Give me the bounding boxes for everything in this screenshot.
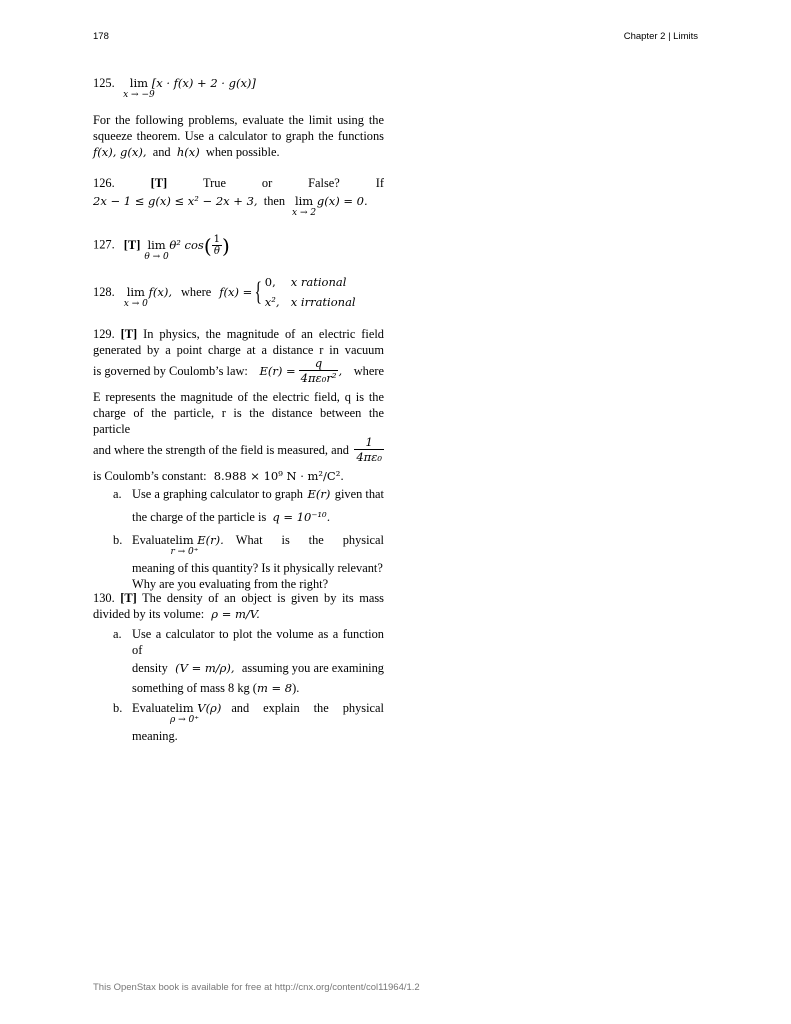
problem-text: charge of the particle, r is the distance between the particle [93,406,384,436]
problem-text: In physics, the magnitude of an electric field [143,327,384,341]
problem-text: Use a calculator to plot the volume as a function of [132,627,384,657]
piecewise-lhs: f(x) = [219,285,253,299]
problem-number: 126. [93,176,115,190]
problem-text: and where the strength of the field is measured, and [93,442,349,457]
limit-expression: V(ρ) [197,701,222,715]
case-condition: x rational [290,275,347,289]
limit-expression: E(r). [197,533,224,547]
chapter-title: Chapter 2 | Limits [623,31,698,42]
problem-text: The density of an object is given by its mass [142,591,384,605]
problem-text: given that [334,487,384,501]
case-value: x², [264,295,280,309]
problem-word: If [375,176,384,190]
limit-operator: lim [129,76,149,90]
limit-subscript: ρ → 0⁺ [169,715,199,725]
fraction-denominator: 4πε₀ [356,450,382,464]
problem-number: 128. [93,285,115,299]
problem-text: divided by its volume: [93,607,205,621]
limit-operator: lim [126,285,145,299]
part-a [93,486,384,525]
problem-text: meaning. [132,729,178,743]
page-number: 178 [93,31,109,42]
problem-text: What is the physical [235,533,384,547]
instructions [93,112,384,160]
fraction-denominator: θ [213,246,220,257]
problem-word: True [203,176,226,190]
problem-text: Use a graphing calculator to graph [132,487,303,501]
problem-text: Why are you evaluating from the right? [132,577,329,591]
fraction-denominator: 4πε₀r² [300,371,337,385]
function-e: E(r) [307,487,331,501]
part-b [93,532,384,592]
problem-text: E represents the magnitude of the electric field, q is the [93,390,384,404]
problem-word: Evaluate [132,533,176,547]
piecewise-brace: { [254,277,263,306]
footer-attribution: This OpenStax book is available for free at http://cnx.org/content/col11964/1.2 [93,982,420,993]
part-a [93,626,384,696]
problem-126 [93,175,384,218]
technology-tag: [T] [120,591,137,605]
problem-word: or [261,176,273,190]
limit-expression: g(x) = 0. [316,194,368,208]
limit-expression: θ² cos [169,237,204,252]
problem-word: Evaluate [132,701,176,715]
piecewise-cases [265,272,356,312]
volume-formula: (V = m/ρ), [175,661,235,675]
problem-number: 125. [93,76,115,90]
limit-subscript: r → 0⁺ [170,547,199,557]
part-b [93,700,384,744]
instructions-word: and [152,145,171,159]
limit-operator: lim [175,533,194,547]
limit-operator: lim [147,237,166,252]
inequality: 2x − 1 ≤ g(x) ≤ x² − 2x + 3, [93,194,258,208]
function-list: f(x), g(x), [93,145,147,159]
problem-text: meaning of this quantity? Is it physically relevant? [132,561,383,575]
problem-text: the charge of the particle is [132,510,267,524]
instructions-word: when possible. [205,145,280,159]
problem-text: is Coulomb’s constant: [93,469,207,483]
fraction-numerator: 1 [213,234,221,245]
density-formula: ρ = m/V. [211,607,260,621]
problem-text: generated by a point charge at a distance r in vacuum [93,343,384,357]
limit-subscript: x → 0 [123,299,148,309]
part-label: a. [113,627,122,641]
technology-tag: [T] [150,176,168,190]
limit-subscript: x → 2 [292,208,317,218]
problem-text: assuming you are examining [241,661,384,675]
coulomb-constant: 8.988 × 10⁹ N · m²/C². [213,469,344,483]
part-label: b. [113,533,123,547]
problem-word: then [263,194,286,208]
problem-word: where [353,363,384,378]
instructions-line: For the following problems, evaluate the limit using the [93,113,384,127]
limit-operator: lim [175,701,194,715]
problem-127: 127. [T] lim θ → 0 θ² cos( $\frac{1}{\theta}$ ) [93,234,384,257]
problem-word: False? [308,176,340,190]
problem-text: and explain the physical [231,701,384,715]
technology-tag: [T] [123,237,141,252]
charge-value: q = 10⁻¹⁰. [272,510,331,524]
coulomb-law-lhs: E(r) = [259,363,296,378]
part-label: a. [113,487,122,501]
problem-text: something of mass 8 kg ( [132,681,257,695]
technology-tag: [T] [120,327,138,341]
part-label: b. [113,701,123,715]
problem-word: where [180,285,212,299]
fraction-numerator: q [299,356,339,371]
problem-129: 129. [T] In physics, the magnitude of an electric field generated by a point charge at a distance r in vacuum is governed by Coulomb’s law: E(r) = $\frac{q}{\text{4πε₀r²}}$ , where E represents the magnitude of the electric field, q is the charge of the particle, r is the distance between the particle and where the strength of the field is measured, and $\frac{1}{\text{4πε₀}}$ is Coulomb’s constant: 8.988 × 10⁹ N · m²/C². a. Use a graphing calculator to graph E(r) given that the charge of the particle is q = 10⁻¹⁰. b. Evaluate lim r → 0⁺ E(r). What is the physical meaning of this quantity? Is it physically relevant? Why are you evaluating from the right? [93,327,384,591]
problem-125 [93,75,384,100]
problem-128 [93,272,384,312]
limit-expression: [x · f(x) + 2 · g(x)] [151,76,256,90]
problem-word: density [132,661,168,675]
problem-number: 130. [93,591,115,605]
limit-subscript: x → −9 [123,90,155,100]
problem-number: 129. [93,327,115,341]
limit-expression: f(x), [148,285,172,299]
function-h: h(x) [176,145,200,159]
case-value: 0, [264,275,276,289]
case-condition: x irrational [290,295,356,309]
problem-text: is governed by Coulomb’s law: [93,363,248,378]
instructions-line: squeeze theorem. Use a calculator to graph the functions [93,129,384,143]
mass-value: m = 8 [256,681,293,695]
problem-130 [93,590,384,744]
limit-subscript: θ → 0 [144,251,169,262]
fraction-numerator: 1 [354,435,384,450]
problem-number: 127. [93,237,115,252]
problem-text: ). [292,681,300,695]
limit-operator: lim [294,194,314,208]
